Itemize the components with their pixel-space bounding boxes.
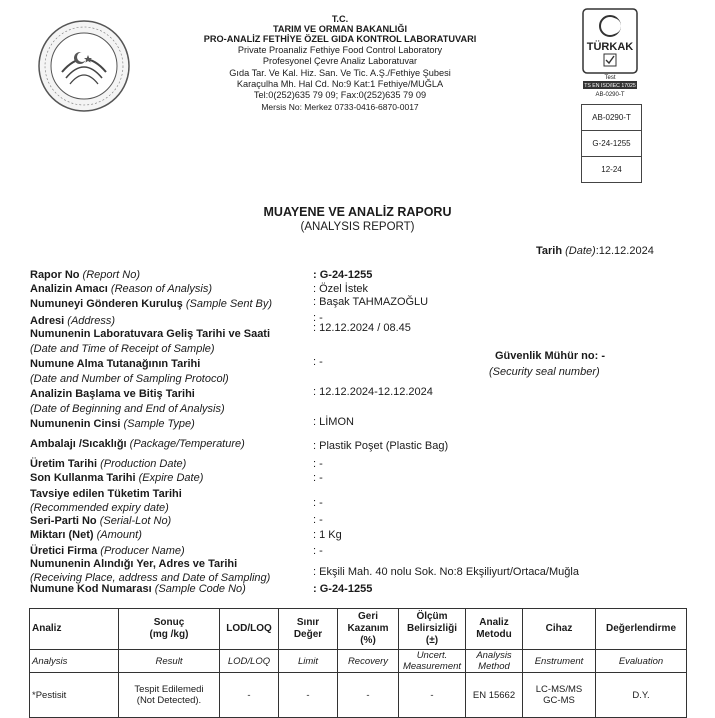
accreditation-code: AB-0290-T — [582, 105, 641, 131]
table-header-cell: Cihaz — [523, 609, 596, 650]
field-value: : - — [313, 545, 323, 557]
field-label: Adresi (Address) — [30, 315, 115, 327]
field-label: Üretim Tarihi (Production Date) — [30, 458, 187, 470]
security-seal: Güvenlik Mühür no: - — [495, 350, 606, 362]
field-value: : 1 Kg — [313, 529, 342, 541]
svg-text:TS EN ISO/IEC 17025: TS EN ISO/IEC 17025 — [584, 83, 636, 89]
report-code-box — [581, 104, 642, 183]
field-value: : - — [313, 458, 323, 470]
field-label: Numune Kod Numarası (Sample Code No) — [30, 583, 246, 595]
field-label-en: (Recommended expiry date) — [30, 502, 169, 514]
field-label: Analizin Başlama ve Bitiş Tarihi — [30, 388, 195, 400]
field-value: : Başak TAHMAZOĞLU — [313, 296, 429, 308]
table-header-cell: Sınır Değer — [279, 609, 338, 650]
field-label: Tavsiye edilen Tüketim Tarihi — [30, 488, 182, 500]
table-cell: *Pestisit — [30, 673, 119, 718]
field-value: : G-24-1255 — [313, 583, 373, 595]
turkak-accreditation-logo — [582, 8, 638, 98]
table-header-cell: Ölçüm Belirsizliği (±) — [399, 609, 466, 650]
svg-text:Test: Test — [604, 75, 616, 81]
field-value: : - — [313, 356, 323, 368]
table-header-row — [30, 609, 687, 650]
table-cell: D.Y. — [596, 673, 687, 718]
table-header-en-cell: Analysis Method — [466, 650, 523, 673]
report-date: Tarih (Date):12.12.2024 — [536, 245, 654, 257]
table-header-cell: Analiz Metodu — [466, 609, 523, 650]
header-line-mersis: Mersis No: Merkez 0733-0416-6870-0017 — [261, 102, 419, 112]
report-title-en: (ANALYSIS REPORT) — [300, 221, 415, 233]
table-header-en-row — [30, 650, 687, 673]
field-label-en: (Date and Time of Receipt of Sample) — [30, 343, 215, 355]
field-label-en: (Date and Number of Sampling Protocol) — [30, 373, 229, 385]
table-header-cell: Sonuç (mg /kg) — [119, 609, 220, 650]
table-cell: - — [220, 673, 279, 718]
table-header-en-cell: Evaluation — [596, 650, 687, 673]
field-value: : Plastik Poşet (Plastic Bag) — [313, 440, 449, 452]
field-value: : - — [313, 497, 323, 509]
table-cell: - — [279, 673, 338, 718]
header-line-lab-en: Private Proanaliz Fethiye Food Control Laboratory — [237, 45, 443, 55]
field-label: Miktarı (Net) (Amount) — [30, 529, 142, 541]
ministry-seal-logo — [38, 20, 130, 112]
table-header-cell: Değerlendirme — [596, 609, 687, 650]
header-line-address: Karaçulha Mh. Hal Cd. No:9 Kat:1 Fethiye/MUĞLA — [236, 79, 444, 89]
table-row — [30, 673, 687, 718]
table-header-en-cell: Result — [119, 650, 220, 673]
table-header-en-cell: Limit — [279, 650, 338, 673]
sample-code: G-24-1255 — [582, 131, 641, 157]
header-line-env: Profesyonel Çevre Analiz Laboratuvar — [262, 56, 418, 66]
header-line-company: Gıda Tar. Ve Kal. Hiz. San. Ve Tic. A.Ş./Fethiye Şubesi — [229, 68, 451, 78]
security-seal-en: (Security seal number) — [489, 366, 600, 378]
field-label: Ambalajı /Sıcaklığı (Package/Temperature) — [30, 438, 245, 450]
field-label-en: (Receiving Place, address and Date of Sampling) — [30, 572, 271, 584]
field-label: Seri-Parti No (Serial-Lot No) — [30, 515, 172, 527]
header-line-tc: T.C. — [331, 14, 349, 24]
field-value: : Özel İstek — [313, 283, 369, 295]
table-header-en-cell: Enstrument — [523, 650, 596, 673]
field-value: : Ekşili Mah. 40 nolu Sok. No:8 Ekşiliyurt/Ortaca/Muğla — [313, 566, 579, 578]
field-value: : - — [313, 472, 323, 484]
table-header-cell: Analiz — [30, 609, 119, 650]
field-value: : G-24-1255 — [313, 269, 373, 281]
header-line-ministry: TARIM VE ORMAN BAKANLIĞI — [272, 24, 408, 34]
field-label: Son Kullanma Tarihi (Expire Date) — [30, 472, 204, 484]
table-cell: - — [399, 673, 466, 718]
table-cell: LC-MS/MS GC-MS — [523, 673, 596, 718]
header-line-lab-name: PRO-ANALİZ FETHİYE ÖZEL GIDA KONTROL LABORATUVARI — [203, 34, 477, 44]
field-label: Numune Alma Tutanağının Tarihi — [30, 358, 201, 370]
table-cell: Tespit Edilemedi (Not Detected). — [119, 673, 220, 718]
table-header-cell: Geri Kazanım (%) — [338, 609, 399, 650]
turkak-brand: TÜRKAK — [586, 41, 634, 53]
field-label: Numuneyi Gönderen Kuruluş (Sample Sent By) — [30, 298, 273, 310]
table-header-en-cell: Recovery — [338, 650, 399, 673]
field-value: : 12.12.2024 / 08.45 — [313, 322, 411, 334]
month-code: 12-24 — [601, 165, 622, 174]
field-value: : - — [313, 312, 323, 324]
field-label: Numunenin Laboratuvara Geliş Tarihi ve Saati — [30, 328, 271, 340]
results-table — [29, 608, 687, 718]
field-label-en: (Date of Beginning and End of Analysis) — [30, 403, 225, 415]
table-header-cell: LOD/LOQ — [220, 609, 279, 650]
table-header-en-cell: Uncert. Measurement — [399, 650, 466, 673]
field-label: Rapor No (Report No) — [30, 269, 141, 281]
field-label: Numunenin Alındığı Yer, Adres ve Tarihi — [30, 558, 238, 570]
report-title: MUAYENE VE ANALİZ RAPORU — [263, 205, 452, 219]
table-header-en-cell: Analysis — [30, 650, 119, 673]
field-value: : 12.12.2024-12.12.2024 — [313, 386, 433, 398]
svg-text:AB-0290-T: AB-0290-T — [595, 92, 625, 98]
header-line-phone: Tel:0(252)635 79 09; Fax:0(252)635 79 09 — [253, 90, 427, 100]
table-header-en-cell: LOD/LOQ — [220, 650, 279, 673]
field-value: : LİMON — [313, 416, 354, 428]
field-label: Analizin Amacı (Reason of Analysis) — [30, 283, 212, 295]
field-label: Numunenin Cinsi (Sample Type) — [30, 418, 195, 430]
table-cell: EN 15662 — [466, 673, 523, 718]
table-cell: - — [338, 673, 399, 718]
field-label: Üretici Firma (Producer Name) — [30, 545, 185, 557]
field-value: : - — [313, 514, 323, 526]
